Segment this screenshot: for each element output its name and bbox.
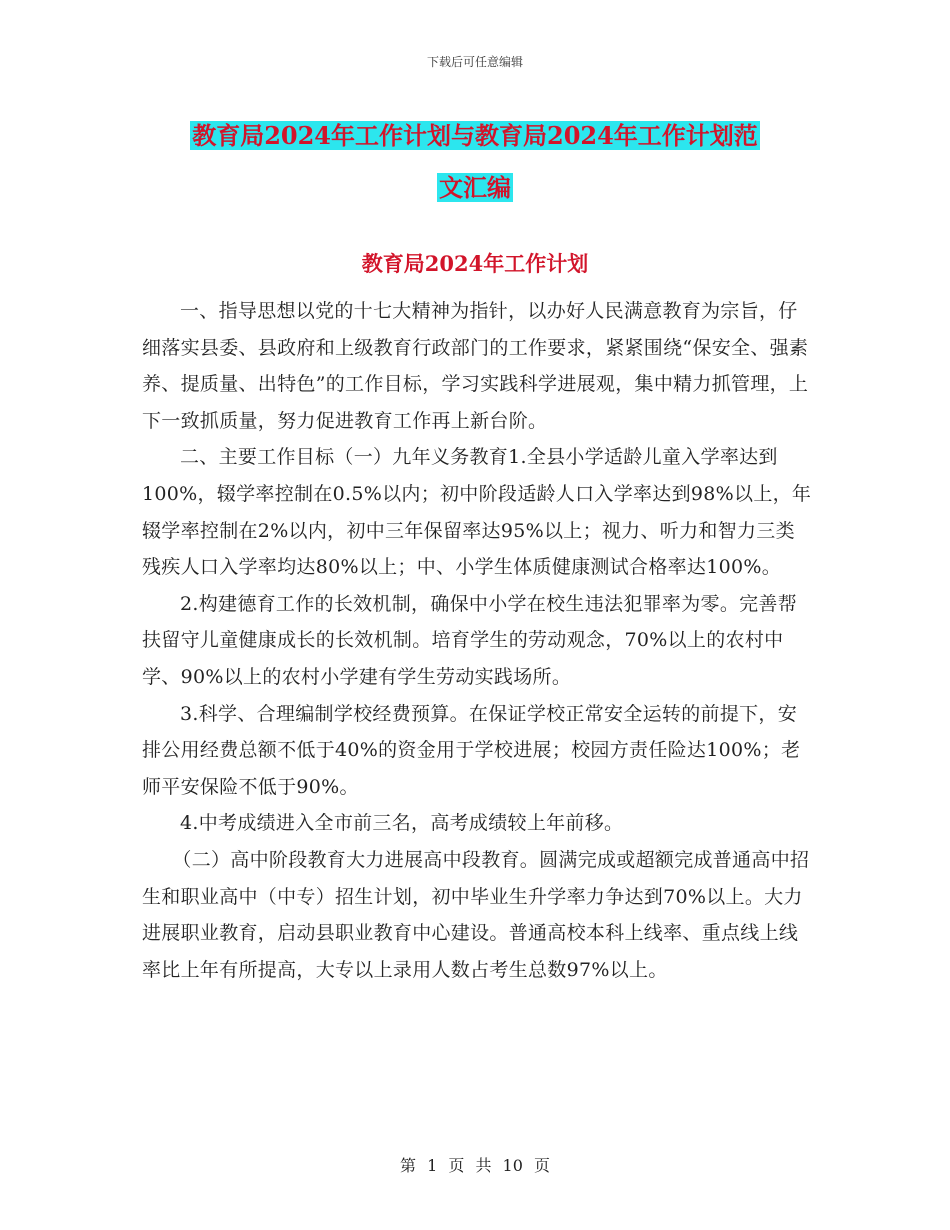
paragraph-main-goals: 二、主要工作目标（一）九年义务教育1.全县小学适龄儿童入学率达到100%，辍学率控制在0.5%以内；初中阶段适龄人口入学率达到98%以上，年辍学率控制在2%以内，初中三年保留率达95%以上；视力、听力和智力三类残疾人口入学率均达80%以上；中、小学生体质健康测试合格率达100%。	[142, 446, 812, 579]
section-title: 教育局2024年工作计划	[361, 251, 589, 276]
body-content	[142, 293, 812, 988]
paragraph-high-school: （二）高中阶段教育大力进展高中段教育。圆满完成或超额完成普通高中招生和职业高中（中专）招生计划，初中毕业生升学率力争达到70%以上。大力进展职业教育，启动县职业教育中心建设。普通高校本科上线率、重点线上线率比上年有所提高，大专以上录用人数占考生总数97%以上。	[142, 848, 810, 981]
document-title-line2: 文汇编	[439, 173, 511, 202]
header-note: 下载后可任意编辑	[426, 55, 523, 69]
document-title-line1: 教育局2024年工作计划与教育局2024年工作计划范	[192, 121, 758, 150]
document-title	[0, 110, 950, 214]
paragraph-guiding-ideology: 一、指导思想以党的十七大精神为指针，以办好人民满意教育为宗旨，仔细落实县委、县政府和上级教育行政部门的工作要求，紧紧围绕“保安全、强素养、提质量、出特色”的工作目标，学习实践科学进展观，集中精力抓管理，上下一致抓质量，努力促进教育工作再上新台阶。	[142, 300, 809, 432]
page-footer: 第 1 页 共 10 页	[400, 1156, 550, 1175]
paragraph-exam-results: 4.中考成绩进入全市前三名，高考成绩较上年前移。	[180, 812, 624, 835]
paragraph-moral-education: 2.构建德育工作的长效机制，确保中小学在校生违法犯罪率为零。完善帮扶留守儿童健康成长的长效机制。培育学生的劳动观念，70%以上的农村中学、90%以上的农村小学建有学生劳动实践场所。	[142, 592, 798, 688]
paragraph-budget: 3.科学、合理编制学校经费预算。在保证学校正常安全运转的前提下，安排公用经费总额不低于40%的资金用于学校进展；校园方责任险达100%；老师平安保险不低于90%。	[142, 702, 801, 798]
